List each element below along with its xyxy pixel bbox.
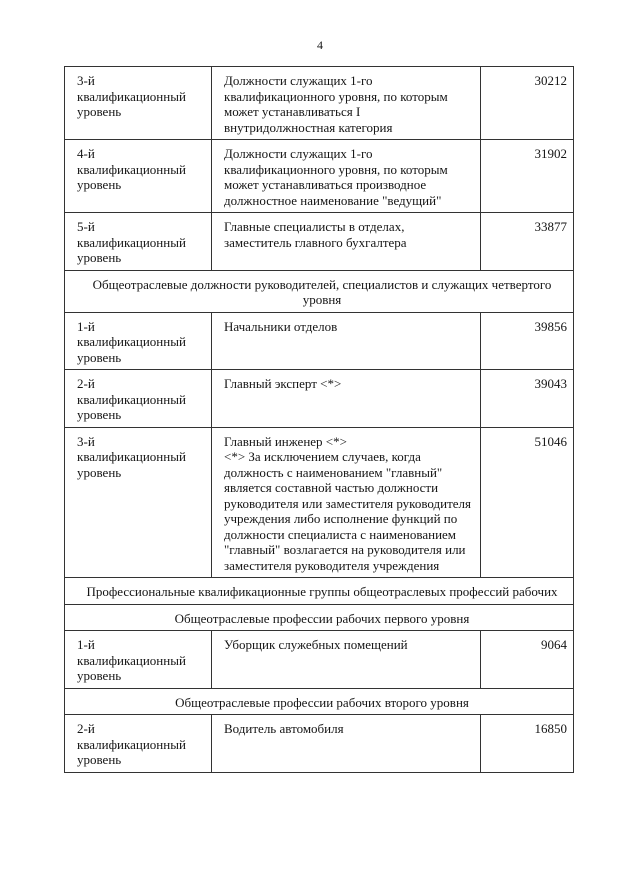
position-description-cell: Главный эксперт <*>: [212, 370, 481, 428]
salary-cell: 51046: [481, 427, 574, 578]
group-header-row: [65, 270, 574, 312]
position-description-cell: Главный инженер <*> <*> За исключением случаев, когда должность с наименованием "главный" является составной частью должности руководителя или заместителя руководителя учреждения либо исполнение функций по должности специалиста с наименованием "главный" возлагается на руководителя или заместителя руководителя учреждения: [212, 427, 481, 578]
salary-cell: 16850: [481, 715, 574, 773]
salary-cell: 39043: [481, 370, 574, 428]
position-description-cell: Начальники отделов: [212, 312, 481, 370]
qualification-level-cell: 3-й квалификационный уровень: [65, 427, 212, 578]
table-row: [65, 213, 574, 271]
table-row: [65, 631, 574, 689]
position-description-cell: Главные специалисты в отделах, заместитель главного бухгалтера: [212, 213, 481, 271]
salary-cell: 31902: [481, 140, 574, 213]
table-row: [65, 312, 574, 370]
page-number: 4: [317, 38, 323, 52]
group-title: Общеотраслевые профессии рабочих первого уровня: [65, 604, 574, 631]
salary-cell: 39856: [481, 312, 574, 370]
group-title: Профессиональные квалификационные группы общеотраслевых профессий рабочих: [65, 578, 574, 605]
table-row: [65, 370, 574, 428]
position-description-cell: Должности служащих 1-го квалификационного уровня, по которым может устанавливаться производное должностное наименование "ведущий": [212, 140, 481, 213]
group-title: Общеотраслевые профессии рабочих второго уровня: [65, 688, 574, 715]
position-description-cell: Уборщик служебных помещений: [212, 631, 481, 689]
position-description-cell: Должности служащих 1-го квалификационного уровня, по которым может устанавливаться I внутридолжностная категория: [212, 67, 481, 140]
qualification-level-cell: 4-й квалификационный уровень: [65, 140, 212, 213]
qualification-level-cell: 3-й квалификационный уровень: [65, 67, 212, 140]
table-row: [65, 67, 574, 140]
salary-table: [64, 66, 574, 773]
salary-cell: 33877: [481, 213, 574, 271]
salary-cell: 9064: [481, 631, 574, 689]
group-header-row: [65, 604, 574, 631]
group-header-row: [65, 578, 574, 605]
qualification-level-cell: 2-й квалификационный уровень: [65, 370, 212, 428]
group-title: Общеотраслевые должности руководителей, специалистов и служащих четвертого уровня: [65, 270, 574, 312]
qualification-level-cell: 1-й квалификационный уровень: [65, 631, 212, 689]
qualification-level-cell: 2-й квалификационный уровень: [65, 715, 212, 773]
table-row: [65, 427, 574, 578]
position-description-cell: Водитель автомобиля: [212, 715, 481, 773]
qualification-level-cell: 1-й квалификационный уровень: [65, 312, 212, 370]
salary-cell: 30212: [481, 67, 574, 140]
qualification-level-cell: 5-й квалификационный уровень: [65, 213, 212, 271]
group-header-row: [65, 688, 574, 715]
table-row: [65, 715, 574, 773]
table-row: [65, 140, 574, 213]
